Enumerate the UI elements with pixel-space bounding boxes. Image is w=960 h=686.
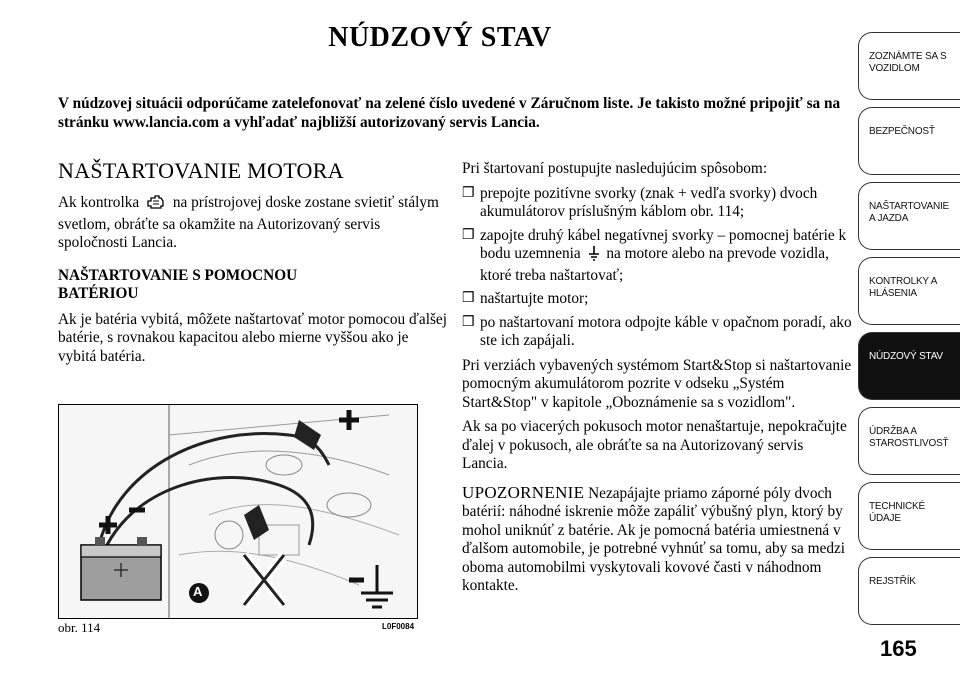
start-stop-paragraph: Pri verziách vybavených systémom Start&Stop si naštartovanie pomocným akumulátorom pozrite v odseku „Systém Start&Stop" v kapitole „Oboznámenie sa s vozidlom".	[462, 356, 852, 411]
step-text: prepojte pozitívne svorky (znak + vedľa svorky) dvoch akumulátorov príslušným káblom obr. 114;	[480, 184, 818, 220]
list-item	[462, 290, 852, 309]
checkbox-bullet-icon: ❒	[462, 314, 475, 330]
paragraph-text: na prístrojovej doske zostane svietiť stálym svetlom, obráťte sa okamžite na Autorizovaný servis spoločnosti Lancia.	[58, 194, 439, 251]
figure-label-a: A	[193, 584, 203, 599]
warning-light-paragraph	[58, 194, 448, 253]
tab-label: ÚDAJE	[869, 513, 901, 524]
tab-label: TECHNICKÉ	[869, 501, 925, 512]
tab-technicke-udaje[interactable]	[858, 482, 960, 550]
step-text: zapojte druhý kábel negatívnej svorky – pomocnej batérie k bodu uzemnenia	[480, 226, 847, 262]
tab-label: A JAZDA	[869, 213, 909, 224]
warning-text: Nezapájajte priamo záporné póly dvoch batérií: náhodné iskrenie môže zapáliť výbušný plyn, ktorý by mohol uniknúť z batérie. Ak je pomocná batéria umiestnená v ďalšom automobile, je potrebné vyhnúť sa tomu, aby sa medzi oboma automobilmi vyskytovali kovové časti v náhodnom kontakte.	[462, 484, 846, 594]
step-text: na motore alebo na prevode vozidla, ktoré treba naštartovať;	[480, 245, 829, 284]
checkbox-bullet-icon: ❒	[462, 185, 475, 201]
tab-bezpecnost[interactable]	[858, 107, 960, 175]
tab-label: STAROSTLIVOSŤ	[869, 438, 949, 449]
intro-paragraph: V núdzovej situácii odporúčame zatelefonovať na zelené číslo uvedené v Záručnom liste. Je takisto možné pripojiť sa na stránku www.lancia.com a vyhľadať najbližší autorizovaný servis Lancia.	[58, 95, 841, 131]
jump-start-paragraph: Ak je batéria vybitá, môžete naštartovať motor pomocou ďalšej batérie, s rovnakou kapacitou alebo mierne vyššou ako je vybitá batéria.	[58, 310, 447, 365]
tab-label: NÚDZOVÝ STAV	[869, 351, 943, 362]
paragraph-text: Ak kontrolka	[58, 194, 140, 211]
tab-udrzba-a-starostlivost[interactable]	[858, 407, 960, 475]
page-number: 165	[880, 636, 917, 661]
tab-nudzovy-stav[interactable]	[858, 332, 960, 400]
figure-code: L0F0084	[382, 622, 415, 631]
list-item	[462, 227, 852, 286]
checkbox-bullet-icon: ❒	[462, 227, 475, 243]
figure-caption: obr. 114	[58, 620, 101, 635]
tab-label: NAŠTARTOVANIE	[869, 201, 950, 212]
page-title: NÚDZOVÝ STAV	[328, 22, 552, 53]
tab-label: ZOZNÁMTE SA S	[869, 51, 947, 62]
tab-label: KONTROLKY A	[869, 276, 938, 287]
right-column	[462, 160, 852, 602]
left-column	[58, 158, 448, 372]
tab-zoznamte-sa-s-vozidlom[interactable]	[858, 32, 960, 100]
procedure-steps	[462, 185, 852, 351]
battery-connection-illustration	[59, 405, 417, 618]
ground-symbol-icon	[588, 246, 600, 267]
procedure-intro: Pri štartovaní postupujte nasledujúcim spôsobom:	[462, 160, 768, 177]
tab-nastartovanie-a-jazda[interactable]	[858, 182, 960, 250]
repeat-attempts-paragraph: Ak sa po viacerých pokusoch motor nenaštartuje, nepokračujte ďalej v pokusoch, ale obráťte sa na Autorizovaný servis Lancia.	[462, 418, 847, 472]
tab-label: BEZPEČNOSŤ	[869, 126, 935, 137]
list-item	[462, 314, 852, 351]
tab-label: REJSTŘÍK	[869, 576, 916, 587]
jump-start-figure	[58, 404, 418, 619]
step-text: po naštartovaní motora odpojte káble v opačnom poradí, ako ste ich zapájali.	[480, 313, 852, 349]
engine-warning-icon	[146, 194, 166, 216]
subsection-heading-jump-start: NAŠTARTOVANIE S POMOCNOU BATÉRIOU	[58, 266, 298, 302]
list-item	[462, 185, 852, 222]
checkbox-bullet-icon: ❒	[462, 291, 475, 306]
tab-label: HLÁSENIA	[869, 288, 917, 299]
chapter-sidebar	[858, 0, 960, 686]
tab-rejstrik[interactable]	[858, 557, 960, 625]
tab-kontrolky-a-hlasenia[interactable]	[858, 257, 960, 325]
warning-paragraph	[462, 484, 852, 596]
warning-label: UPOZORNENIE	[462, 482, 585, 502]
section-heading-engine-start: NAŠTARTOVANIE MOTORA	[58, 158, 344, 183]
battery-graphic	[81, 537, 161, 600]
step-text: naštartujte motor;	[480, 290, 589, 307]
tab-label: ÚDRŽBA A	[869, 426, 917, 437]
tab-label: VOZIDLOM	[869, 63, 920, 74]
